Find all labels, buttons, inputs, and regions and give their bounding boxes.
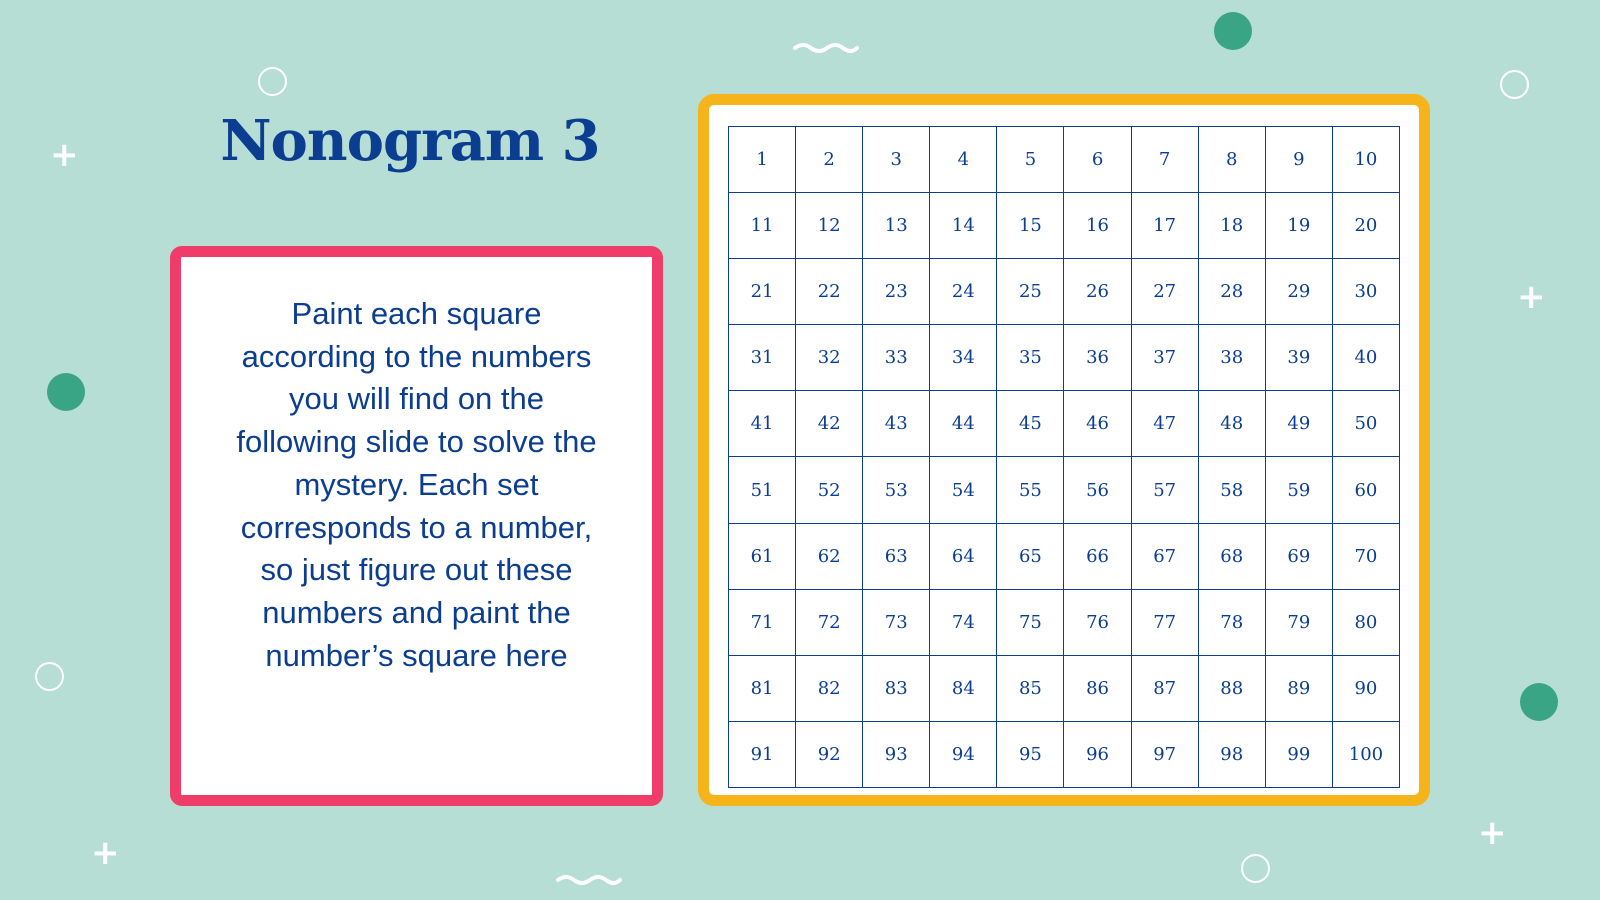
grid-cell[interactable]: 44 [930,391,997,457]
grid-cell[interactable]: 68 [1199,524,1266,590]
grid-cell[interactable]: 90 [1333,656,1400,722]
grid-cell[interactable]: 10 [1333,127,1400,193]
grid-cell[interactable]: 97 [1132,722,1199,788]
grid-cell[interactable]: 73 [863,590,930,656]
grid-cell[interactable]: 32 [796,325,863,391]
grid-cell[interactable]: 28 [1199,259,1266,325]
grid-cell[interactable]: 92 [796,722,863,788]
grid-cell[interactable]: 5 [997,127,1064,193]
grid-cell[interactable]: 85 [997,656,1064,722]
grid-cell[interactable]: 62 [796,524,863,590]
grid-cell[interactable]: 35 [997,325,1064,391]
grid-cell[interactable]: 3 [863,127,930,193]
grid-cell[interactable]: 64 [930,524,997,590]
grid-cell[interactable]: 17 [1132,193,1199,259]
grid-cell[interactable]: 4 [930,127,997,193]
grid-cell[interactable]: 9 [1266,127,1333,193]
nonogram-grid-card [698,94,1430,806]
grid-cell[interactable]: 53 [863,457,930,523]
grid-cell[interactable]: 70 [1333,524,1400,590]
grid-cell[interactable]: 29 [1266,259,1333,325]
grid-cell[interactable]: 60 [1333,457,1400,523]
grid-cell[interactable]: 39 [1266,325,1333,391]
decorative-plus: + [1478,813,1507,853]
grid-cell[interactable]: 57 [1132,457,1199,523]
grid-cell[interactable]: 18 [1199,193,1266,259]
grid-cell[interactable]: 49 [1266,391,1333,457]
decorative-plus: + [50,135,79,175]
grid-cell[interactable]: 83 [863,656,930,722]
grid-cell[interactable]: 16 [1064,193,1131,259]
grid-cell[interactable]: 12 [796,193,863,259]
grid-cell[interactable]: 30 [1333,259,1400,325]
decorative-plus: + [91,833,120,873]
grid-cell[interactable]: 84 [930,656,997,722]
grid-cell[interactable]: 50 [1333,391,1400,457]
grid-cell[interactable]: 27 [1132,259,1199,325]
grid-cell[interactable]: 42 [796,391,863,457]
grid-cell[interactable]: 1 [729,127,796,193]
grid-cell[interactable]: 61 [729,524,796,590]
grid-cell[interactable]: 31 [729,325,796,391]
grid-cell[interactable]: 66 [1064,524,1131,590]
decorative-dot [1214,12,1252,50]
decorative-ring [258,67,287,96]
grid-cell[interactable]: 24 [930,259,997,325]
grid-cell[interactable]: 88 [1199,656,1266,722]
grid-cell[interactable]: 58 [1199,457,1266,523]
grid-cell[interactable]: 47 [1132,391,1199,457]
grid-cell[interactable]: 71 [729,590,796,656]
grid-cell[interactable]: 100 [1333,722,1400,788]
grid-cell[interactable]: 21 [729,259,796,325]
grid-cell[interactable]: 2 [796,127,863,193]
grid-cell[interactable]: 77 [1132,590,1199,656]
grid-cell[interactable]: 95 [997,722,1064,788]
grid-cell[interactable]: 34 [930,325,997,391]
grid-cell[interactable]: 81 [729,656,796,722]
decorative-ring [1500,70,1529,99]
grid-cell[interactable]: 79 [1266,590,1333,656]
grid-cell[interactable]: 82 [796,656,863,722]
nonogram-grid [728,126,1400,788]
instructions-card [170,246,663,806]
grid-cell[interactable]: 36 [1064,325,1131,391]
grid-cell[interactable]: 74 [930,590,997,656]
grid-cell[interactable]: 94 [930,722,997,788]
grid-cell[interactable]: 43 [863,391,930,457]
grid-cell[interactable]: 51 [729,457,796,523]
grid-cell[interactable]: 37 [1132,325,1199,391]
grid-cell[interactable]: 11 [729,193,796,259]
grid-cell[interactable]: 87 [1132,656,1199,722]
grid-cell[interactable]: 26 [1064,259,1131,325]
grid-cell[interactable]: 23 [863,259,930,325]
grid-cell[interactable]: 76 [1064,590,1131,656]
grid-cell[interactable]: 52 [796,457,863,523]
decorative-plus: + [1517,277,1546,317]
grid-cell[interactable]: 93 [863,722,930,788]
grid-cell[interactable]: 6 [1064,127,1131,193]
decorative-squiggle [556,872,622,886]
grid-cell[interactable]: 98 [1199,722,1266,788]
grid-cell[interactable]: 33 [863,325,930,391]
grid-cell[interactable]: 67 [1132,524,1199,590]
decorative-dot [1520,683,1558,721]
grid-cell[interactable]: 25 [997,259,1064,325]
grid-cell[interactable]: 40 [1333,325,1400,391]
grid-cell[interactable]: 38 [1199,325,1266,391]
grid-cell[interactable]: 45 [997,391,1064,457]
grid-cell[interactable]: 56 [1064,457,1131,523]
grid-cell[interactable]: 80 [1333,590,1400,656]
grid-cell[interactable]: 48 [1199,391,1266,457]
grid-cell[interactable]: 19 [1266,193,1333,259]
decorative-ring [1241,854,1270,883]
grid-cell[interactable]: 14 [930,193,997,259]
grid-cell[interactable]: 13 [863,193,930,259]
grid-cell[interactable]: 63 [863,524,930,590]
grid-cell[interactable]: 99 [1266,722,1333,788]
grid-cell[interactable]: 15 [997,193,1064,259]
instructions-text: Paint each square according to the numbers you will find on the following slide to solve the mystery. Each set corresponds to a number, so just figure out these numbers and paint the number’s square here [236,296,597,673]
decorative-dot [47,373,85,411]
grid-cell[interactable]: 54 [930,457,997,523]
grid-cell[interactable]: 20 [1333,193,1400,259]
grid-cell[interactable]: 86 [1064,656,1131,722]
grid-cell[interactable]: 7 [1132,127,1199,193]
grid-cell[interactable]: 96 [1064,722,1131,788]
grid-cell[interactable]: 46 [1064,391,1131,457]
grid-cell[interactable]: 91 [729,722,796,788]
grid-cell[interactable]: 41 [729,391,796,457]
decorative-ring [35,662,64,691]
grid-cell[interactable]: 89 [1266,656,1333,722]
grid-cell[interactable]: 72 [796,590,863,656]
grid-cell[interactable]: 59 [1266,457,1333,523]
grid-cell[interactable]: 78 [1199,590,1266,656]
grid-cell[interactable]: 69 [1266,524,1333,590]
slide-title: Nonogram 3 [220,108,600,174]
grid-cell[interactable]: 65 [997,524,1064,590]
grid-cell[interactable]: 75 [997,590,1064,656]
grid-cell[interactable]: 55 [997,457,1064,523]
grid-cell[interactable]: 8 [1199,127,1266,193]
grid-cell[interactable]: 22 [796,259,863,325]
decorative-squiggle [793,40,859,54]
